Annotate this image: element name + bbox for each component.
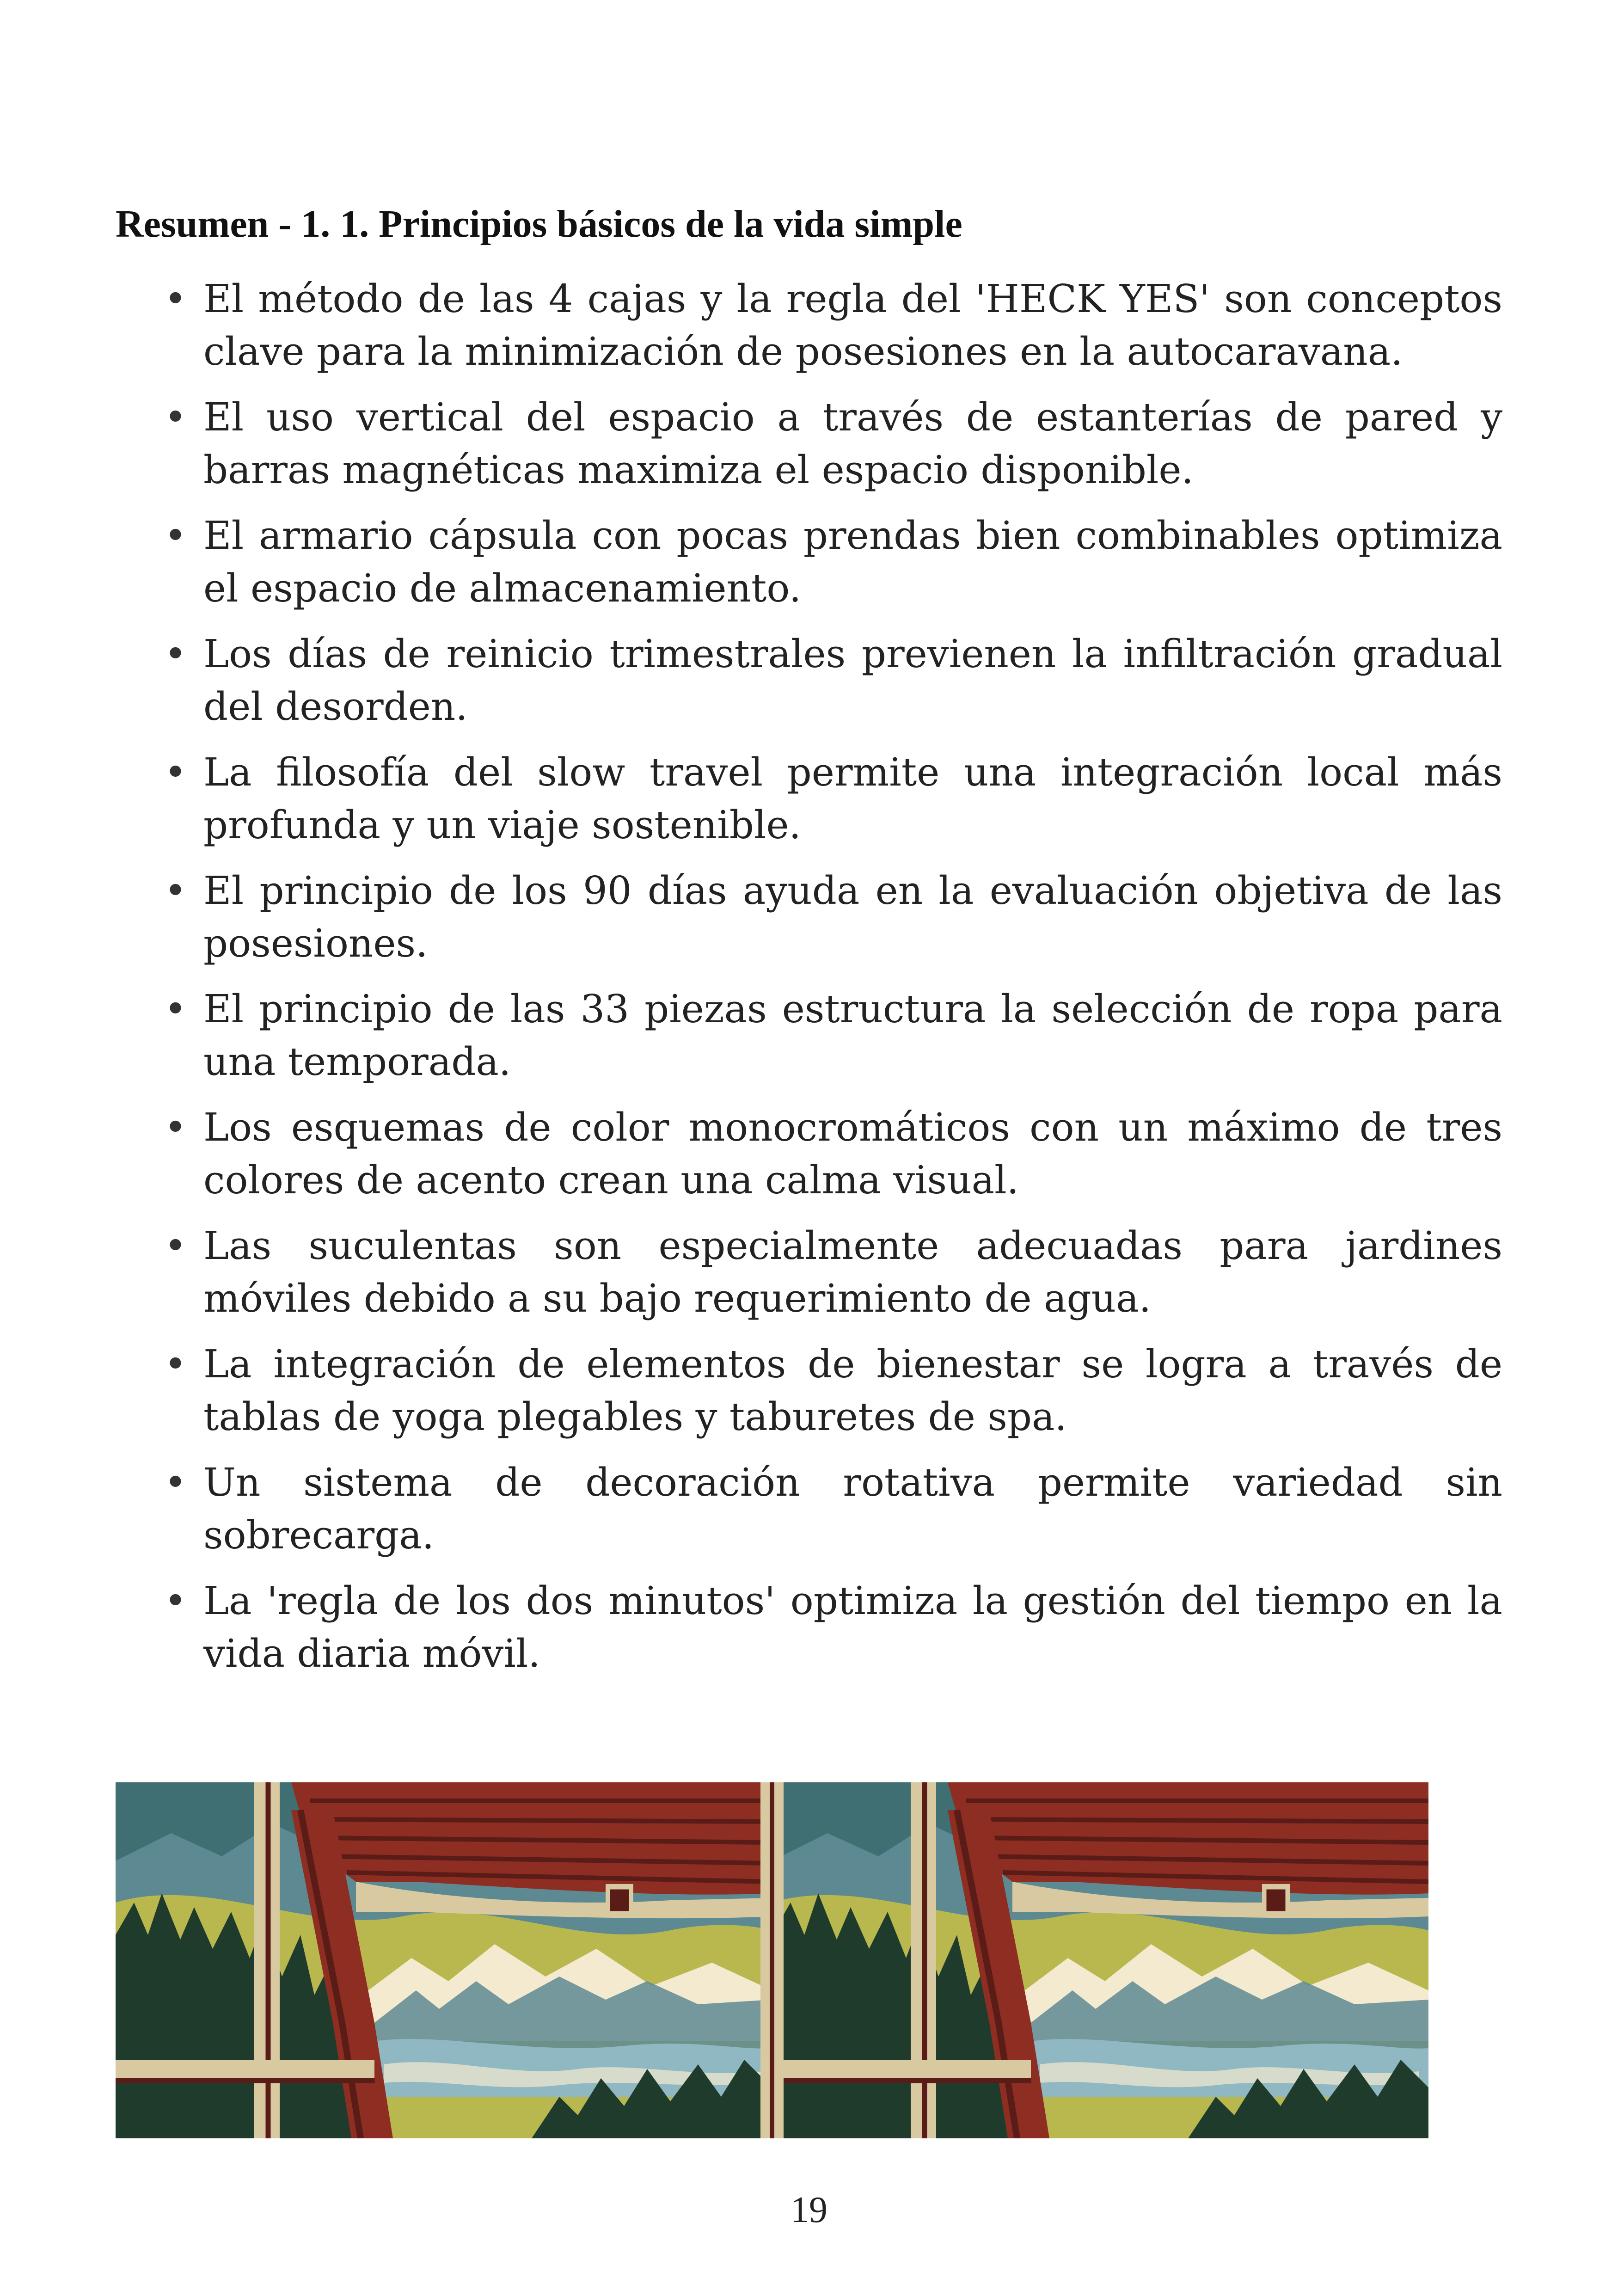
list-item-text: Los días de reinicio trimestrales previenen la infiltración gradual del desorden. bbox=[203, 632, 1502, 729]
list-item bbox=[116, 1101, 1502, 1207]
list-item bbox=[116, 273, 1502, 378]
bullet-icon: • bbox=[164, 1223, 187, 1268]
list-item-text: La 'regla de los dos minutos' optimiza la gestión del tiempo en la vida diaria móvil. bbox=[203, 1578, 1502, 1676]
page-number: 19 bbox=[791, 2190, 827, 2230]
list-item bbox=[116, 628, 1502, 733]
list-item bbox=[116, 1575, 1502, 1680]
list-item-text: La integración de elementos de bienestar se logra a través de tablas de yoga plegables y taburetes de spa. bbox=[203, 1342, 1502, 1439]
list-item-text: La filosofía del slow travel permite una integración local más profunda y un viaje sostenible. bbox=[203, 750, 1502, 847]
bullet-icon: • bbox=[164, 1342, 187, 1387]
list-item bbox=[116, 865, 1502, 970]
list-item bbox=[116, 510, 1502, 615]
mountain-window-illustration bbox=[116, 1782, 1502, 2138]
list-item-text: El uso vertical del espacio a través de estanterías de pared y barras magnéticas maximiza el espacio disponible. bbox=[203, 395, 1502, 492]
list-item-text: Las suculentas son especialmente adecuadas para jardines móviles debido a su bajo requerimiento de agua. bbox=[203, 1223, 1502, 1321]
bullet-icon: • bbox=[164, 987, 187, 1031]
list-item-text: Un sistema de decoración rotativa permite variedad sin sobrecarga. bbox=[203, 1460, 1502, 1558]
list-item bbox=[116, 983, 1502, 1088]
bullet-icon: • bbox=[164, 513, 187, 558]
bullet-icon: • bbox=[164, 1105, 187, 1150]
list-item bbox=[116, 746, 1502, 852]
list-item-text: El armario cápsula con pocas prendas bien combinables optimiza el espacio de almacenamiento. bbox=[203, 513, 1502, 611]
list-item-text: Los esquemas de color monocromáticos con un máximo de tres colores de acento crean una calma visual. bbox=[203, 1105, 1502, 1203]
bullet-icon: • bbox=[164, 1460, 187, 1505]
bullet-icon: • bbox=[164, 868, 187, 913]
list-item bbox=[116, 1456, 1502, 1562]
list-item-text: El principio de las 33 piezas estructura la selección de ropa para una temporada. bbox=[203, 987, 1502, 1084]
bullet-icon: • bbox=[164, 1578, 187, 1623]
list-item-text: El método de las 4 cajas y la regla del 'HECK YES' son conceptos clave para la minimización de posesiones en la autocaravana. bbox=[203, 276, 1502, 374]
page-title: Resumen - 1. 1. Principios básicos de la vida simple bbox=[116, 203, 962, 246]
list-item bbox=[116, 1338, 1502, 1443]
bullet-icon: • bbox=[164, 632, 187, 676]
summary-bullet-list bbox=[116, 273, 1502, 1693]
list-item bbox=[116, 1220, 1502, 1325]
bullet-icon: • bbox=[164, 750, 187, 795]
list-item-text: El principio de los 90 días ayuda en la evaluación objetiva de las posesiones. bbox=[203, 868, 1502, 966]
list-item bbox=[116, 391, 1502, 497]
bullet-icon: • bbox=[164, 395, 187, 440]
bullet-icon: • bbox=[164, 276, 187, 321]
